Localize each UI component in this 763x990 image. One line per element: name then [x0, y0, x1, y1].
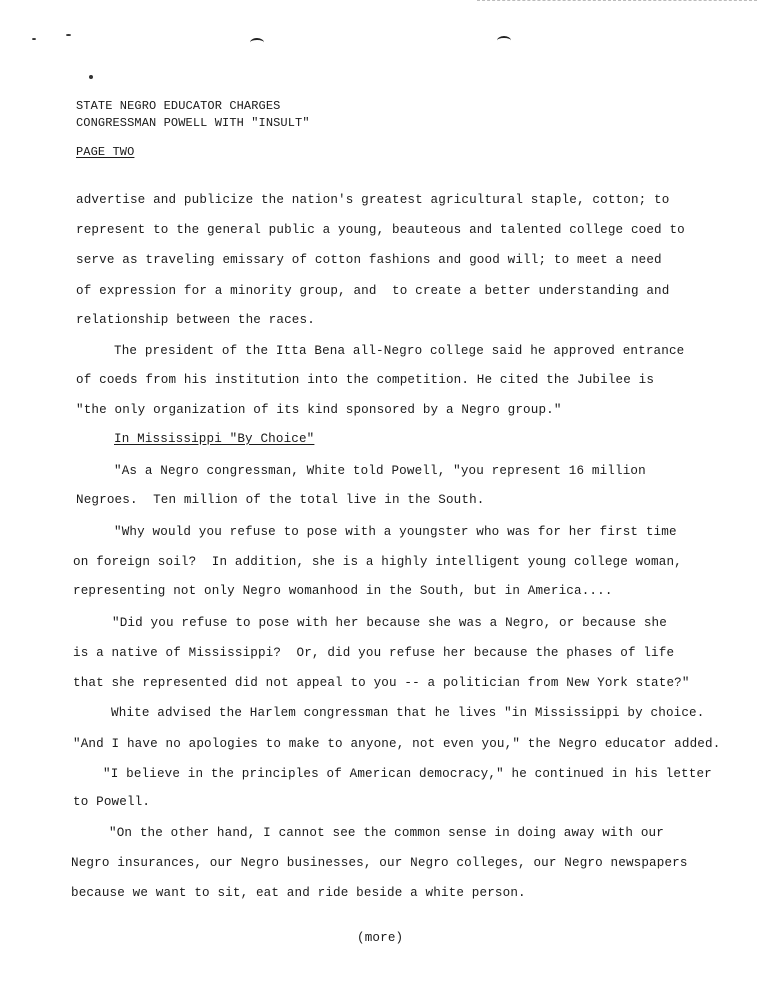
- body-line: "On the other hand, I cannot see the common sense in doing away with our: [109, 826, 664, 840]
- body-line: because we want to sit, eat and ride beside a white person.: [71, 886, 526, 900]
- body-line: of coeds from his institution into the competition. He cited the Jubilee is: [76, 373, 655, 387]
- punch-mark-left: [250, 38, 264, 47]
- body-line: Negro insurances, our Negro businesses, our Negro colleges, our Negro newspapers: [71, 856, 688, 870]
- speck: [32, 38, 36, 40]
- top-edge-dashes: [477, 0, 757, 1]
- page-label: PAGE TWO: [76, 145, 135, 159]
- body-line: representing not only Negro womanhood in the South, but in America....: [73, 584, 613, 598]
- body-line: serve as traveling emissary of cotton fashions and good will; to meet a need: [76, 253, 662, 267]
- body-line: advertise and publicize the nation's greatest agricultural staple, cotton; to: [76, 193, 670, 207]
- body-line: The president of the Itta Bena all-Negro college said he approved entrance: [114, 344, 685, 358]
- body-line: "Did you refuse to pose with her because she was a Negro, or because she: [112, 616, 667, 630]
- body-line: is a native of Mississippi? Or, did you refuse her because the phases of life: [73, 646, 675, 660]
- body-line: on foreign soil? In addition, she is a highly intelligent young college woman,: [73, 555, 682, 569]
- more-marker: (more): [357, 931, 404, 945]
- headline-line-1: STATE NEGRO EDUCATOR CHARGES: [76, 99, 281, 113]
- body-line: "I believe in the principles of American democracy," he continued in his letter: [103, 767, 712, 781]
- body-line: "Why would you refuse to pose with a youngster who was for her first time: [114, 525, 677, 539]
- body-line: "the only organization of its kind sponsored by a Negro group.": [76, 403, 562, 417]
- speck: [66, 34, 71, 36]
- body-line: "As a Negro congressman, White told Powell, "you represent 16 million: [114, 464, 646, 478]
- body-line: that she represented did not appeal to you -- a politician from New York state?": [73, 676, 690, 690]
- body-line: "And I have no apologies to make to anyone, not even you," the Negro educator added.: [73, 737, 721, 751]
- body-line: White advised the Harlem congressman that he lives "in Mississippi by choice.: [111, 706, 705, 720]
- body-line: to Powell.: [73, 795, 151, 809]
- punch-mark-right: [497, 36, 511, 45]
- speck: [89, 75, 93, 79]
- body-line: represent to the general public a young, beauteous and talented college coed to: [76, 223, 685, 237]
- headline-line-2: CONGRESSMAN POWELL WITH "INSULT": [76, 116, 310, 130]
- body-line: relationship between the races.: [76, 313, 315, 327]
- body-line: of expression for a minority group, and to create a better understanding and: [76, 284, 670, 298]
- body-line: Negroes. Ten million of the total live in the South.: [76, 493, 485, 507]
- subheading: In Mississippi "By Choice": [114, 432, 315, 446]
